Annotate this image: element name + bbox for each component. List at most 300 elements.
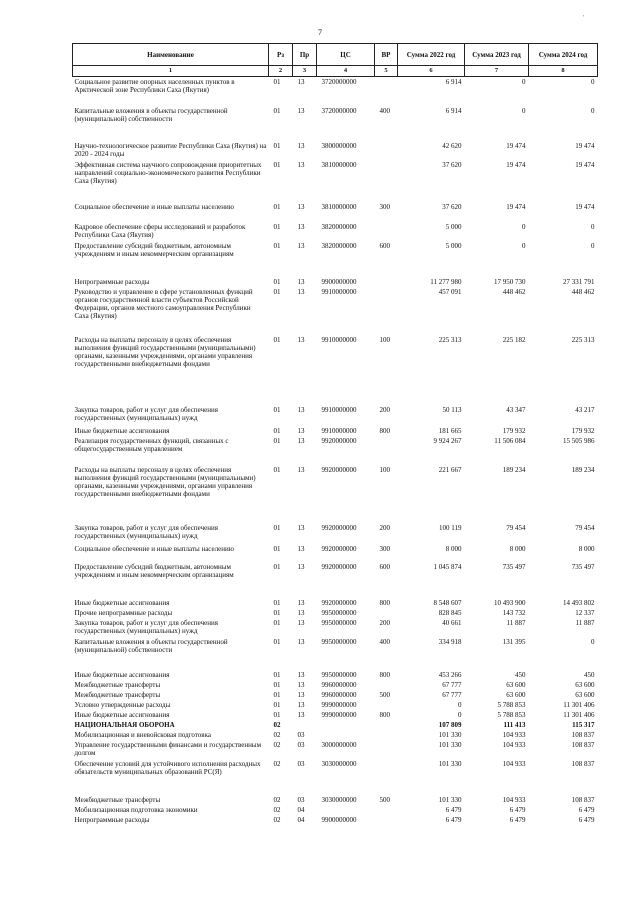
row-cs: 3820000000 [321,241,357,250]
row-sum-2022: 8 000 [445,544,462,553]
row-name: Условно утвержденные расходы [74,700,171,709]
row-sum-2024: 0 [591,106,595,115]
row-pr: 13 [297,436,305,445]
row-sum-2024: 115 317 [572,720,595,729]
column-number: 8 [529,66,598,77]
row-rz: 02 [273,740,281,749]
row-pr: 13 [297,241,305,250]
row-sum-2022: 8 548 607 [433,598,462,607]
row-sum-2024: 14 493 802 [563,598,595,607]
row-sum-2022: 6 479 [445,815,462,824]
row-cs: 3720000000 [321,78,357,86]
row-sum-2022: 42 620 [442,141,462,150]
header-vr: ВР [375,44,398,66]
row-vr: 300 [379,202,390,211]
table-row [73,805,598,815]
row-cs: 9950000000 [321,618,357,627]
table-row [73,815,598,825]
row-sum-2022: 221 667 [438,465,462,474]
row-cs: 9920000000 [321,523,357,532]
row-pr: 13 [297,690,305,699]
table-row [73,335,598,405]
row-sum-2023: 63 600 [506,680,526,689]
row-name: Предоставление субсидий бюджетным, автономным учреждениям и иным некоммерческим организациям [74,241,234,258]
row-sum-2023: 17 950 730 [494,277,526,286]
row-name: Закупка товаров, работ и услуг для обеспечения государственных (муниципальных) нужд [74,618,218,635]
row-cs: 9960000000 [321,690,357,699]
row-sum-2024: 225 313 [571,335,595,344]
row-sum-2022: 828 845 [438,608,462,617]
row-rz: 01 [273,277,281,286]
row-sum-2024: 108 837 [571,740,595,749]
row-pr [293,720,317,730]
row-rz: 01 [273,544,281,553]
table-row [73,618,598,637]
row-rz: 01 [273,436,281,445]
row-vr [375,740,398,759]
row-vr: 200 [379,523,390,532]
column-number: 2 [269,66,293,77]
table-row [73,426,598,436]
row-name: Капитальные вложения в объекты государственной (муниципальной) собственности [74,637,228,654]
row-vr [375,160,398,202]
row-sum-2024: 15 505 986 [563,436,595,445]
row-sum-2023: 111 413 [503,720,526,729]
row-pr: 13 [297,222,305,231]
column-number-row [73,66,598,77]
row-cs: 9920000000 [321,544,357,553]
row-vr [375,277,398,287]
row-rz: 01 [273,287,281,296]
row-pr: 03 [297,740,305,749]
row-rz: 01 [273,710,281,719]
row-name: Предоставление субсидий бюджетным, автономным учреждениям и иным некоммерческим организациям [74,562,234,579]
row-sum-2024: 63 600 [575,680,595,689]
row-rz: 01 [273,700,281,709]
row-vr [375,815,398,825]
row-cs: 9920000000 [321,436,357,445]
row-sum-2023: 11 887 [506,618,526,627]
row-sum-2023: 735 497 [502,562,526,571]
row-sum-2024: 189 234 [571,465,595,474]
row-sum-2024: 19 474 [575,141,595,150]
row-sum-2022: 40 661 [442,618,462,627]
table-body [73,77,598,825]
table-row [73,277,598,287]
row-cs [317,720,375,730]
table-row [73,465,598,523]
row-sum-2024: 108 837 [571,759,595,768]
row-rz: 01 [273,670,281,679]
row-name: Расходы на выплаты персоналу в целях обеспечения выполнения функций государственными (муниципальными) органами, казенными учреждениями, органами управления государственными внебюджетными фондами [74,335,256,368]
row-sum-2024: 179 932 [571,426,595,435]
row-name: Обеспечение условий для устойчивого исполнения расходных обязательств муниципальных образований РС(Я) [74,759,261,776]
table-row [73,202,598,222]
row-sum-2023: 179 932 [502,426,526,435]
row-pr: 13 [297,680,305,689]
row-sum-2024: 0 [591,241,595,250]
row-sum-2023: 8 000 [509,544,526,553]
column-number: 5 [375,66,398,77]
row-pr: 03 [297,730,305,739]
row-sum-2024: 19 474 [575,202,595,211]
row-cs: 3000000000 [321,740,357,749]
row-sum-2024: 735 497 [571,562,595,571]
table-row [73,740,598,759]
row-sum-2023: 448 462 [502,287,526,296]
row-sum-2024: 79 454 [575,523,595,532]
row-rz: 02 [273,720,281,729]
row-cs: 9950000000 [321,670,357,679]
row-pr: 13 [297,598,305,607]
row-sum-2022: 67 777 [442,690,462,699]
row-name: Иные бюджетные ассигнования [74,710,170,719]
row-vr: 800 [379,426,390,435]
row-rz: 01 [273,106,281,115]
row-sum-2023: 63 600 [506,690,526,699]
row-sum-2023: 43 347 [506,405,526,414]
header-sum-2024: Сумма 2024 год [529,44,598,66]
row-sum-2023: 104 933 [502,795,526,804]
row-sum-2022: 5 000 [445,241,462,250]
row-cs: 9910000000 [321,426,357,435]
page-number: 7 [318,28,322,37]
row-name: НАЦИОНАЛЬНАЯ ОБОРОНА [74,720,175,729]
table-row [73,287,598,335]
row-sum-2023: 5 788 853 [497,700,526,709]
row-cs: 9960000000 [321,680,357,689]
row-vr: 400 [379,637,390,646]
row-name: Закупка товаров, работ и услуг для обеспечения государственных (муниципальных) нужд [74,405,218,422]
row-rz: 01 [273,618,281,627]
row-rz: 01 [273,202,281,211]
row-sum-2023: 450 [515,670,526,679]
row-rz: 01 [273,160,281,169]
corner-mark: ' [583,14,585,22]
row-cs: 9900000000 [321,815,357,824]
row-pr: 13 [297,405,305,414]
row-pr: 13 [297,277,305,286]
row-sum-2023: 11 506 084 [494,436,526,445]
row-sum-2024: 108 837 [571,795,595,804]
row-cs: 3720000000 [321,106,357,115]
table-row [73,405,598,426]
header-cs: ЦС [317,44,375,66]
row-pr: 13 [297,465,305,474]
row-vr [375,730,398,740]
row-vr [375,287,398,335]
row-sum-2024: 448 462 [571,287,595,296]
header-rz: Рз [269,44,293,66]
row-pr: 13 [297,78,305,86]
table-row [73,730,598,740]
row-rz: 01 [273,141,281,150]
table-row [73,241,598,277]
row-pr: 13 [297,670,305,679]
row-cs: 3030000000 [321,759,357,768]
table-row [73,680,598,690]
row-sum-2024: 6 479 [578,815,595,824]
row-sum-2023: 225 182 [502,335,526,344]
table-row [73,720,598,730]
row-sum-2024: 12 337 [575,608,595,617]
row-cs: 9990000000 [321,710,357,719]
row-vr: 800 [379,670,390,679]
row-sum-2022: 225 313 [438,335,462,344]
row-name: Капитальные вложения в объекты государственной (муниципальной) собственности [74,106,228,123]
row-rz: 02 [273,795,281,804]
row-sum-2024: 0 [591,222,595,231]
row-name: Закупка товаров, работ и услуг для обеспечения государственных (муниципальных) нужд [74,523,218,540]
row-pr: 13 [297,335,305,344]
row-name: Реализация государственных функций, связанных с общегосударственным управлением [74,436,229,453]
row-sum-2023: 79 454 [506,523,526,532]
row-pr: 03 [297,759,305,768]
table-row [73,141,598,160]
row-vr: 600 [379,241,390,250]
row-name: Межбюджетные трансферты [74,690,161,699]
row-sum-2023: 6 479 [509,805,526,814]
row-vr: 300 [379,544,390,553]
row-vr: 100 [379,335,390,344]
row-rz: 01 [273,405,281,414]
row-rz: 01 [273,426,281,435]
row-name: Иные бюджетные ассигнования [74,598,170,607]
row-name: Межбюджетные трансферты [74,680,161,689]
budget-table [72,43,598,825]
row-rz: 01 [273,680,281,689]
row-vr: 500 [379,690,390,699]
row-name: Кадровое обеспечение сферы исследований и разработок Республики Саха (Якутия) [74,222,246,239]
row-cs: 9910000000 [321,335,357,344]
row-cs: 3030000000 [321,795,357,804]
row-rz: 02 [273,815,281,824]
row-pr: 13 [297,618,305,627]
header-sum-2023: Сумма 2023 год [465,44,529,66]
row-cs: 3800000000 [321,141,357,150]
row-sum-2022: 101 330 [438,740,462,749]
row-sum-2023: 19 474 [506,160,526,169]
table-row [73,77,598,106]
row-sum-2022: 37 620 [442,202,462,211]
row-cs: 9950000000 [321,608,357,617]
row-sum-2023: 104 933 [502,740,526,749]
row-sum-2022: 50 113 [442,405,462,414]
column-number: 4 [317,66,375,77]
table-row [73,222,598,241]
row-cs: 9920000000 [321,598,357,607]
table-row [73,436,598,465]
row-name: Непрограммные расходы [74,277,150,286]
row-name: Расходы на выплаты персоналу в целях обеспечения выполнения функций государственными (муниципальными) органами, казенными учреждениями, органами управления государственными внебюджетными фондами [74,465,256,498]
row-sum-2024: 108 837 [571,730,595,739]
row-sum-2022: 9 924 267 [433,436,462,445]
row-cs: 9910000000 [321,287,357,296]
row-sum-2024: 0 [591,637,595,646]
row-name: Мобилизационная подготовка экономики [74,805,198,814]
row-sum-2024: 43 217 [575,405,595,414]
row-pr: 13 [297,637,305,646]
row-pr: 13 [297,426,305,435]
row-sum-2024: 0 [591,78,595,86]
row-pr: 13 [297,700,305,709]
row-pr: 13 [297,202,305,211]
row-rz: 01 [273,78,281,86]
header-pr: Пр [293,44,317,66]
row-sum-2023: 104 933 [502,759,526,768]
row-vr [375,700,398,710]
row-name: Руководство и управление в сфере установленных функций органов государственной власти субъектов Российской Федерации, органов местного самоуправления Республики Саха (Якутия) [74,287,253,320]
row-sum-2022: 1 045 874 [433,562,462,571]
row-sum-2022: 457 091 [438,287,462,296]
row-name: Управление государственными финансами и государственным долгом [74,740,262,757]
row-sum-2024: 27 331 791 [563,277,595,286]
row-rz: 01 [273,690,281,699]
row-vr: 800 [379,598,390,607]
row-sum-2022: 100 119 [439,523,462,532]
row-sum-2023: 5 788 853 [497,710,526,719]
table-row [73,710,598,720]
row-name: Социальное обеспечение и иные выплаты населению [74,202,234,211]
table-row [73,637,598,670]
row-cs: 9910000000 [321,405,357,414]
row-sum-2023: 0 [522,241,526,250]
header-sum-2022: Сумма 2022 год [398,44,465,66]
column-number: 6 [398,66,465,77]
row-name: Мобилизационная и вневойсковая подготовка [74,730,212,739]
row-rz: 01 [273,637,281,646]
row-sum-2024: 19 474 [575,160,595,169]
table-row [73,700,598,710]
row-name: Эффективная система научного сопровождения приоритетных направлений социально-экономического развития Республики Саха (Якутия) [74,160,262,185]
table-row [73,544,598,562]
table-row [73,106,598,141]
table-row [73,160,598,202]
row-sum-2023: 104 933 [502,730,526,739]
row-vr [375,805,398,815]
row-sum-2022: 101 330 [438,730,462,739]
header-name: Наименование [73,44,269,66]
row-sum-2024: 63 600 [575,690,595,699]
row-vr: 600 [379,562,390,571]
row-sum-2023: 143 732 [502,608,526,617]
row-pr: 13 [297,562,305,571]
row-sum-2023: 189 234 [502,465,526,474]
column-number: 7 [465,66,529,77]
row-vr [375,759,398,795]
row-sum-2022: 11 277 980 [430,277,462,286]
row-vr [375,222,398,241]
row-pr: 13 [297,141,305,150]
row-pr: 13 [297,523,305,532]
row-pr: 13 [297,710,305,719]
row-sum-2023: 6 479 [509,815,526,824]
row-sum-2022: 6 914 [445,78,462,86]
row-rz: 02 [273,805,281,814]
row-pr: 03 [297,795,305,804]
row-vr: 200 [379,618,390,627]
row-vr [375,436,398,465]
row-vr [375,680,398,690]
row-name: Иные бюджетные ассигнования [74,670,170,679]
row-vr: 100 [379,465,390,474]
row-cs: 9990000000 [321,700,357,709]
row-sum-2023: 10 493 900 [494,598,526,607]
table-row [73,690,598,700]
row-sum-2024: 6 479 [578,805,595,814]
row-cs: 9920000000 [321,562,357,571]
row-sum-2022: 37 620 [442,160,462,169]
row-sum-2023: 131 395 [502,637,526,646]
row-rz: 01 [273,241,281,250]
table-row [73,598,598,608]
row-name: Иные бюджетные ассигнования [74,426,170,435]
table-row [73,523,598,544]
table-row [73,562,598,598]
row-sum-2022: 334 918 [438,637,462,646]
row-cs: 3810000000 [321,160,357,169]
row-sum-2022: 67 777 [442,680,462,689]
row-sum-2023: 0 [522,78,526,86]
row-sum-2024: 450 [584,670,595,679]
row-sum-2022: 107 809 [438,720,462,729]
row-rz: 01 [273,335,281,344]
row-rz: 01 [273,222,281,231]
row-pr: 13 [297,106,305,115]
row-sum-2023: 19 474 [506,202,526,211]
row-pr: 13 [297,160,305,169]
row-sum-2022: 5 000 [445,222,462,231]
row-cs: 3810000000 [321,202,357,211]
row-name: Научно-технологическое развитие Республики Саха (Якутия) на 2020 - 2024 годы [74,141,267,158]
row-cs: 9900000000 [321,277,357,286]
row-sum-2023: 0 [522,222,526,231]
table-row [73,795,598,805]
row-rz: 01 [273,523,281,532]
row-sum-2022: 6 914 [445,106,462,115]
row-cs: 9950000000 [321,637,357,646]
row-rz: 01 [273,562,281,571]
row-sum-2022: 0 [458,700,462,709]
row-cs [317,805,375,815]
row-vr [375,77,398,106]
row-pr: 13 [297,544,305,553]
row-cs [317,730,375,740]
row-vr [375,141,398,160]
row-name: Межбюджетные трансферты [74,795,161,804]
row-sum-2023: 0 [522,106,526,115]
row-rz: 01 [273,465,281,474]
row-sum-2024: 11 887 [575,618,595,627]
row-pr: 04 [297,805,305,814]
row-cs: 3820000000 [321,222,357,231]
row-sum-2022: 181 665 [438,426,462,435]
row-sum-2022: 101 330 [438,795,462,804]
row-vr [375,608,398,618]
row-sum-2023: 19 474 [506,141,526,150]
row-sum-2024: 11 301 406 [563,700,595,709]
row-pr: 04 [297,815,305,824]
row-rz: 02 [273,730,281,739]
row-rz: 01 [273,598,281,607]
column-number: 1 [73,66,269,77]
row-sum-2024: 11 301 406 [563,710,595,719]
header-row [73,44,598,66]
column-number: 3 [293,66,317,77]
row-sum-2022: 453 266 [438,670,462,679]
row-vr: 500 [379,795,390,804]
table-row [73,759,598,795]
